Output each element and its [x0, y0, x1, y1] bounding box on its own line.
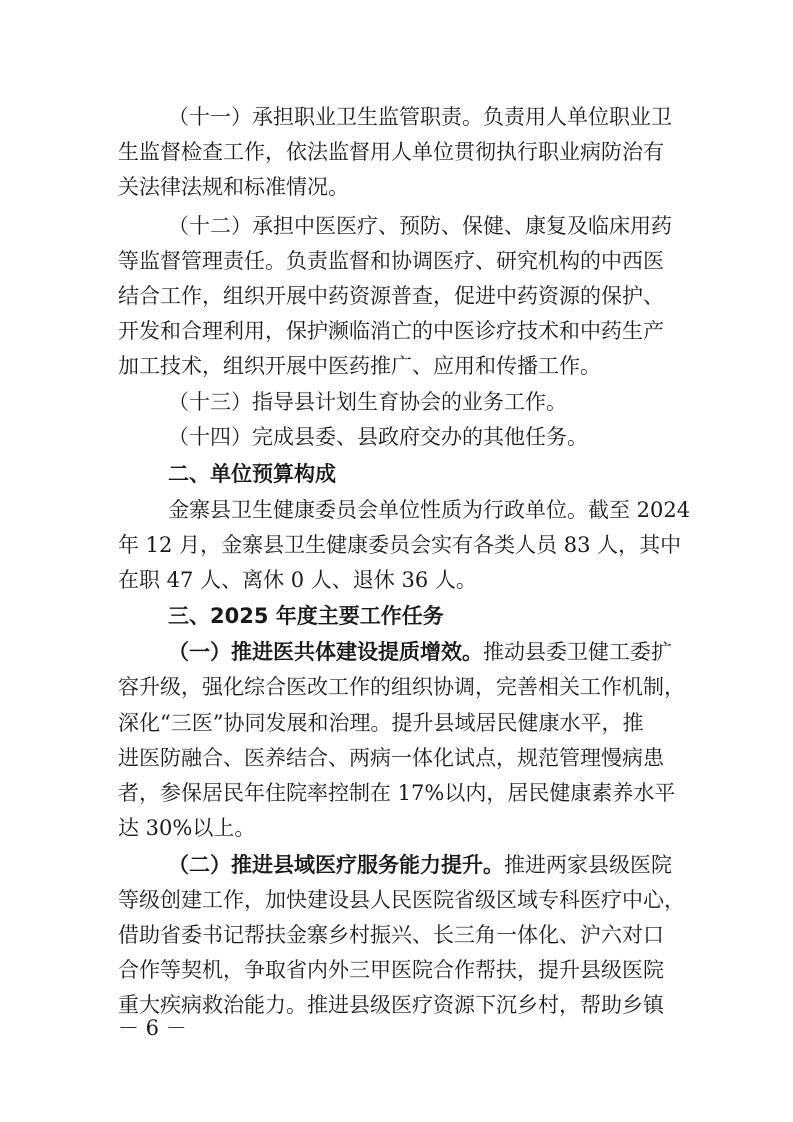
page-number: － 6 －	[118, 1016, 187, 1040]
text-line: 加工技术，组织开展中医药推广、应用和传播工作。	[118, 354, 601, 378]
text-line	[168, 636, 672, 668]
text-line: （十二）承担中医医疗、预防、保健、康复及临床用药	[168, 214, 672, 238]
line-text: 推进两家县级医院	[504, 853, 672, 877]
text-line: （十一）承担职业卫生监管职责。负责用人单位职业卫	[168, 105, 672, 129]
bold-lead-text: （一）推进医共体建设提质增效。	[168, 640, 483, 664]
text-line: 重大疾病救治能力。推进县级医疗资源下沉乡村，帮助乡镇	[118, 993, 664, 1017]
text-line: 容升级，强化综合医改工作的组织协调，完善相关工作机制，	[118, 675, 685, 699]
text-line: 在职 47 人、离休 0 人、退休 36 人。	[118, 568, 477, 592]
text-line: 二、单位预算构成	[168, 462, 336, 486]
text-line: 等监督管理责任。负责监督和协调医疗、研究机构的中西医	[118, 249, 664, 273]
line-text: 推动县委卫健工委扩	[483, 640, 672, 664]
text-line: 借助省委书记帮扶金寨乡村振兴、长三角一体化、沪六对口	[118, 923, 664, 947]
text-line: 深化“三医”协同发展和治理。提升县域居民健康水平，推	[118, 711, 644, 735]
text-line: 达 30%以上。	[118, 816, 256, 840]
text-line: 开发和合理利用，保护濒临消亡的中医诊疗技术和中药生产	[118, 319, 664, 343]
text-line: 等级创建工作，加快建设县人民医院省级区域专科医疗中心，	[118, 888, 685, 912]
text-line: 结合工作，组织开展中药资源普查，促进中药资源的保护、	[118, 284, 664, 308]
text-line: 生监督检查工作，依法监督用人单位贯彻执行职业病防治有	[118, 140, 664, 164]
text-line: 金寨县卫生健康委员会单位性质为行政单位。截至 2024	[168, 498, 691, 522]
text-line: 年 12 月，金寨县卫生健康委员会实有各类人员 83 人，其中	[118, 533, 682, 557]
text-line: （十三）指导县计划生育协会的业务工作。	[168, 390, 567, 414]
text-line: 三、2025 年度主要工作任务	[168, 604, 444, 628]
text-line: 者，参保居民年住院率控制在 17%以内，居民健康素养水平	[118, 781, 676, 805]
text-line: （十四）完成县委、县政府交办的其他任务。	[168, 425, 588, 449]
text-line: 关法律法规和标准情况。	[118, 175, 349, 199]
bold-lead-text: （二）推进县域医疗服务能力提升。	[168, 853, 504, 877]
text-line: 进医防融合、医养结合、两病一体化试点，规范管理慢病患	[118, 746, 664, 770]
text-line: 合作等契机，争取省内外三甲医院合作帮扶，提升县级医院	[118, 958, 664, 982]
text-line	[168, 849, 672, 881]
